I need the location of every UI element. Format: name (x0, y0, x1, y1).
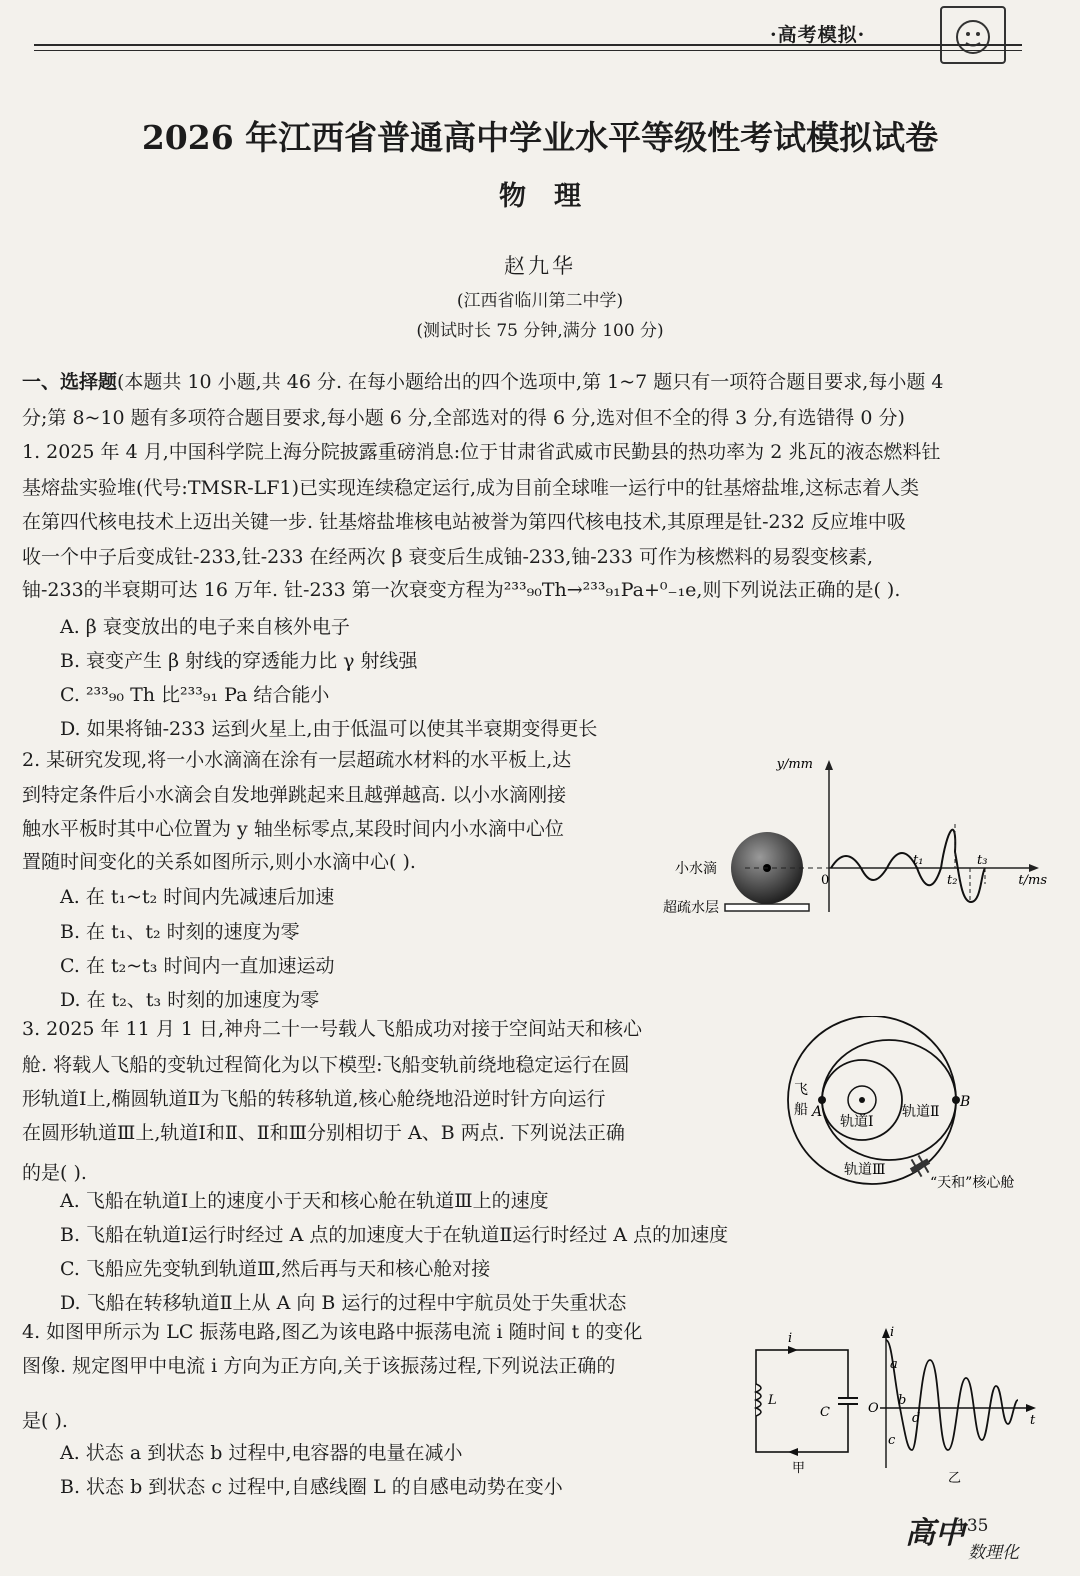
page-number: 135 (956, 1516, 989, 1536)
q3-line: 3. 2025 年 11 月 1 日,神舟二十一号载人飞船成功对接于空间站天和核心 (22, 1018, 643, 1040)
q1-line: 收一个中子后变成钍-233,钍-233 在经两次 β 衰变后生成铀-233,铀-233 可作为核燃料的易裂变核素, (22, 546, 874, 568)
inductor-coil (756, 1384, 761, 1416)
q1-line: 1. 2025 年 4 月,中国科学院上海分院披露重磅消息:位于甘肃省武威市民勤县的热功率为 2 兆瓦的液态燃料钍 (22, 441, 941, 463)
t3-label: t₃ (977, 853, 988, 868)
q3-option-c: C. 飞船应先变轨到轨道Ⅲ,然后再与天和核心舱对接 (60, 1258, 491, 1280)
q3-line: 舱. 将载人飞船的变轨过程简化为以下模型:飞船变轨前绕地稳定运行在圆 (22, 1054, 630, 1076)
x-axis-label: t/ms (1018, 873, 1047, 888)
q2-option-d: D. 在 t₂、t₃ 时刻的加速度为零 (60, 989, 320, 1011)
point-b-label: b (898, 1393, 907, 1408)
drop-label: 小水滴 (675, 861, 717, 877)
point-a-label: a (890, 1357, 898, 1372)
q1-option-b: B. 衰变产生 β 射线的穿透能力比 γ 射线强 (60, 650, 418, 672)
point-d-label: d (912, 1411, 921, 1426)
q4-line: 是( ). (22, 1410, 68, 1432)
orbit1-label: 轨道Ⅰ (840, 1114, 874, 1130)
school: (江西省临川第二中学) (456, 291, 624, 311)
section-heading: 一、选择题 (22, 371, 118, 393)
fig-yi-label: 乙 (948, 1471, 962, 1486)
q3-figure (760, 1016, 1060, 1196)
q1-option-d: D. 如果将铀-233 运到火星上,由于低温可以使其半衰期变得更长 (60, 718, 598, 740)
q3-option-a: A. 飞船在轨道Ⅰ上的速度小于天和核心舱在轨道Ⅲ上的速度 (60, 1190, 549, 1212)
y-axis-label: y/mm (776, 757, 813, 772)
layer-label: 超疏水层 (663, 900, 719, 916)
station-label: “天和”核心舱 (930, 1175, 1015, 1191)
q3-option-b: B. 飞船在轨道Ⅰ运行时经过 A 点的加速度大于在轨道Ⅱ运行时经过 A 点的加速度 (60, 1224, 729, 1246)
q2-figure (655, 752, 1055, 922)
logo-icon (942, 8, 1004, 62)
q4-figure (740, 1320, 1040, 1486)
hydrophobic-layer (725, 904, 809, 911)
q2-line: 2. 某研究发现,将一小水滴滴在涂有一层超疏水材料的水平板上,达 (22, 749, 572, 771)
capacitor-label: C (820, 1405, 830, 1420)
logo (940, 6, 1006, 64)
q3-line: 的是( ). (22, 1162, 87, 1184)
q2-line: 到特定条件后小水滴会自发地弹跳起来且越弹越高. 以小水滴刚接 (22, 784, 567, 806)
section-text: (本题共 10 小题,共 46 分. 在每小题给出的四个选项中,第 1~7 题只有一项符合题目要求,每小题 4 (117, 371, 944, 393)
author: 赵九华 (504, 254, 576, 278)
q3-line: 形轨道Ⅰ上,椭圆轨道Ⅱ为飞船的转移轨道,核心舱绕地沿逆时针方向运行 (22, 1088, 606, 1110)
inductor-label: L (768, 1393, 777, 1408)
origin-label: 0 (821, 873, 830, 888)
q3-line: 在圆形轨道Ⅲ上,轨道Ⅰ和Ⅱ、Ⅱ和Ⅲ分别相切于 A、B 两点. 下列说法正确 (22, 1122, 625, 1144)
q1-line: 在第四代核电技术上迈出关键一步. 钍基熔盐堆核电站被誉为第四代核电技术,其原理是钍-232 反应堆中吸 (22, 511, 906, 533)
subject-title: 物理 (499, 181, 609, 212)
label-b: B (960, 1094, 971, 1110)
q2-option-a: A. 在 t₁~t₂ 时间内先减速后加速 (60, 886, 335, 908)
fig-jia-label: 甲 (792, 1461, 806, 1476)
displacement-curve (831, 830, 988, 902)
page-title: 2026 年江西省普通高中学业水平等级性考试模拟试卷 (141, 118, 939, 157)
origin-label: O (868, 1401, 879, 1416)
q1-line: 铀-233的半衰期可达 16 万年. 钍-233 第一次衰变方程为²³³₉₀Th→²³³₉₁Pa+⁰₋₁e,则下列说法正确的是( ). (22, 579, 901, 601)
orbit2-label: 轨道Ⅱ (902, 1104, 940, 1120)
t-axis-label: t (1030, 1413, 1036, 1428)
q2-option-c: C. 在 t₂~t₃ 时间内一直加速运动 (60, 955, 335, 977)
section-intro (22, 370, 943, 394)
section-text-line: 分;第 8~10 题有多项符合题目要求,每小题 6 分,全部选对的得 6 分,选对但不全的得 3 分,有选错得 0 分) (22, 407, 905, 429)
current-label: i (788, 1331, 793, 1346)
orbit-2 (822, 1040, 956, 1160)
q4-line: 4. 如图甲所示为 LC 振荡电路,图乙为该电路中振荡电流 i 随时间 t 的变化 (22, 1321, 643, 1343)
q1-line: 基熔盐实验堆(代号:TMSR-LF1)已实现连续稳定运行,成为目前全球唯一运行中的钍基熔盐堆,这标志着人类 (22, 477, 920, 499)
t2-label: t₂ (947, 873, 958, 888)
label-a: A (812, 1104, 823, 1120)
point-b (952, 1096, 960, 1104)
q2-line: 置随时间变化的关系如图所示,则小水滴中心( ). (22, 851, 416, 873)
t1-label: t₁ (913, 853, 924, 868)
header-rule-thin (34, 50, 1022, 51)
q2-line: 触水平板时其中心位置为 y 轴坐标零点,某段时间内小水滴中心位 (22, 818, 564, 840)
q2-option-b: B. 在 t₁、t₂ 时刻的速度为零 (60, 921, 300, 943)
ship-label-2: 船 (794, 1102, 808, 1118)
ship-label-1: 飞 (794, 1082, 808, 1098)
point-a (818, 1096, 826, 1104)
q4-line: 图像. 规定图甲中电流 i 方向为正方向,关于该振荡过程,下列说法正确的 (22, 1355, 616, 1377)
brand-logo: 高中 (905, 1516, 965, 1551)
i-axis-label: i (890, 1325, 895, 1340)
q1-option-c: C. ²³³₉₀ Th 比²³³₉₁ Pa 结合能小 (60, 684, 330, 706)
time-limit: (测试时长 75 分钟,满分 100 分) (416, 321, 664, 341)
header-rule (34, 44, 1022, 46)
point-c-label: c (888, 1433, 896, 1448)
q4-option-a: A. 状态 a 到状态 b 过程中,电容器的电量在减小 (60, 1442, 463, 1464)
q1-option-a: A. β 衰变放出的电子来自核外电子 (60, 616, 350, 638)
q3-option-d: D. 飞船在转移轨道Ⅱ上从 A 向 B 运行的过程中宇航员处于失重状态 (60, 1292, 627, 1314)
orbit3-label: 轨道Ⅲ (844, 1162, 886, 1178)
header-tag: ·高考模拟· (770, 24, 866, 46)
brand-subtitle: 数理化 (968, 1543, 1019, 1563)
q4-option-b: B. 状态 b 到状态 c 过程中,自感线圈 L 的自感电动势在变小 (60, 1476, 563, 1498)
